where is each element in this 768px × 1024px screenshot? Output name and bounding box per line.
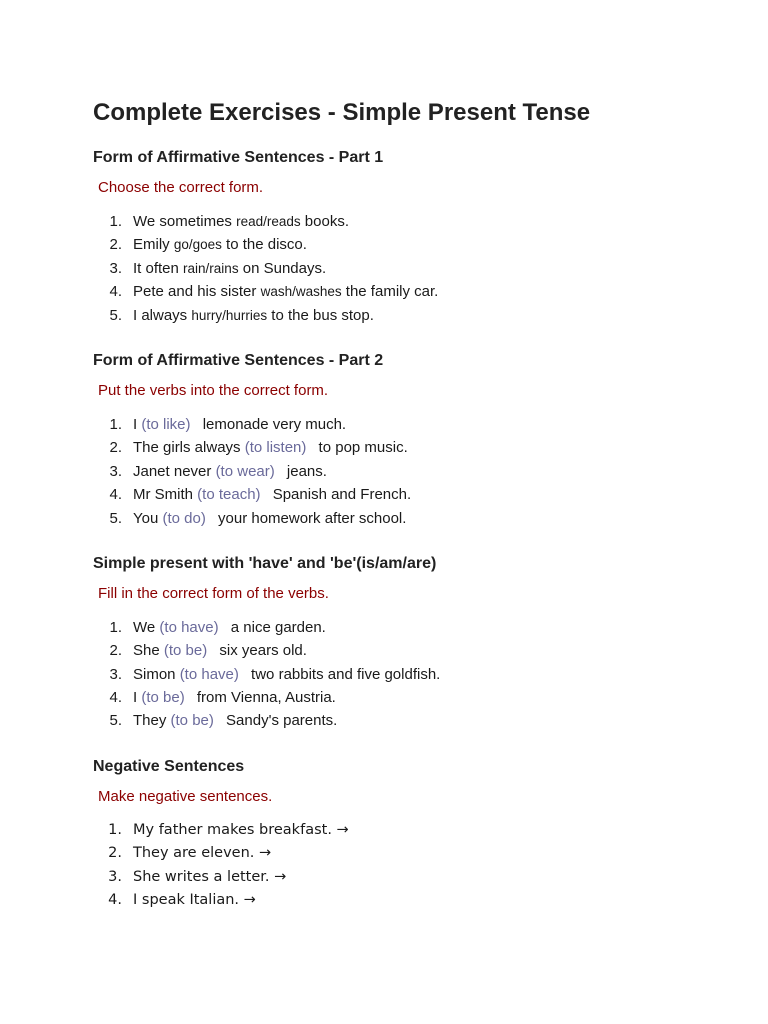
choice-options: read/reads — [236, 214, 301, 229]
text-after: on Sundays. — [238, 259, 327, 277]
text-after: jeans. — [282, 462, 327, 480]
list-item — [93, 889, 733, 912]
item-number: 2. — [108, 845, 122, 862]
text-after: to pop music. — [314, 439, 408, 457]
text-before: Janet never — [133, 462, 216, 480]
text-before: I — [133, 689, 142, 707]
section-heading: Form of Affirmative Sentences - Part 2 — [93, 351, 384, 369]
item-text — [133, 616, 326, 639]
verb-hint: (to wear) — [215, 462, 275, 480]
text-after: to the bus stop. — [267, 306, 374, 324]
list-item — [93, 866, 733, 889]
verb-hint: (to listen) — [244, 439, 307, 457]
choice-options: rain/rains — [183, 260, 239, 276]
item-text — [133, 257, 326, 280]
item-number: 3. — [109, 462, 122, 480]
item-number: 3. — [108, 868, 122, 885]
instruction-text: Make negative sentences. — [98, 787, 273, 805]
instruction-text: Put the verbs into the correct form. — [98, 381, 329, 399]
text-after: Spanish and French. — [268, 486, 412, 504]
item-text: My father makes breakfast. → — [133, 821, 349, 838]
text-before: The girls always — [133, 439, 245, 457]
item-number: 1. — [109, 415, 122, 433]
choice-options: wash/washes — [260, 284, 342, 300]
text-after: two rabbits and five goldfish. — [246, 665, 441, 683]
list-item — [93, 304, 733, 327]
item-number: 5. — [109, 712, 122, 730]
item-text — [133, 483, 411, 506]
item-text — [133, 280, 438, 303]
list-item — [93, 663, 733, 686]
item-number: 2. — [109, 236, 122, 254]
text-after: six years old. — [215, 642, 307, 660]
item-number: 1. — [108, 821, 122, 838]
text-before: It often — [133, 259, 184, 277]
text-before: Mr Smith — [133, 486, 198, 504]
verb-hint: (to have) — [179, 665, 239, 683]
text-after: your homework after school. — [213, 509, 407, 527]
exercise-list — [93, 413, 733, 530]
text-before: I — [133, 415, 142, 433]
item-text — [133, 507, 406, 530]
item-text: I speak Italian. → — [133, 892, 256, 909]
list-item — [93, 413, 733, 436]
list-item — [93, 819, 733, 842]
item-number: 3. — [109, 665, 122, 683]
list-item — [93, 210, 733, 233]
item-number: 4. — [108, 892, 122, 909]
item-text — [133, 210, 349, 233]
verb-hint: (to teach) — [197, 486, 261, 504]
document-page — [93, 96, 733, 912]
section-negative — [93, 757, 733, 913]
item-text: She writes a letter. → — [133, 868, 287, 885]
item-text — [133, 413, 346, 436]
exercise-list — [93, 819, 733, 913]
item-number: 1. — [109, 213, 122, 230]
item-text — [133, 663, 440, 686]
list-item — [93, 842, 733, 865]
section-affirmative-part2 — [93, 351, 733, 530]
text-before: She — [133, 642, 164, 660]
list-item — [93, 257, 733, 280]
section-affirmative-part1 — [93, 148, 733, 327]
item-text — [133, 686, 336, 709]
text-after: Sandy's parents. — [221, 712, 338, 730]
section-heading: Form of Affirmative Sentences - Part 1 — [93, 149, 384, 166]
verb-hint: (to like) — [141, 415, 191, 433]
item-text — [133, 436, 408, 459]
item-text — [133, 639, 307, 662]
verb-hint: (to be) — [141, 689, 185, 707]
list-item — [93, 436, 733, 459]
item-number: 4. — [109, 486, 122, 504]
text-after: from Vienna, Austria. — [192, 689, 336, 707]
item-text — [133, 304, 374, 327]
item-text — [133, 709, 337, 732]
text-before: We sometimes — [133, 213, 237, 230]
item-number: 3. — [109, 259, 122, 277]
page-title: Complete Exercises - Simple Present Tense — [93, 99, 591, 126]
text-after: a nice garden. — [226, 618, 326, 636]
item-text — [133, 460, 327, 483]
text-after: lemonade very much. — [198, 415, 347, 433]
item-number: 5. — [109, 509, 122, 527]
text-before: We — [133, 618, 160, 636]
list-item — [93, 686, 733, 709]
item-text — [133, 233, 307, 256]
item-number: 1. — [109, 618, 122, 636]
verb-hint: (to do) — [162, 509, 206, 527]
list-item — [93, 616, 733, 639]
text-before: I always — [133, 306, 192, 324]
list-item — [93, 280, 733, 303]
list-item — [93, 233, 733, 256]
list-item — [93, 709, 733, 732]
verb-hint: (to be) — [163, 642, 208, 660]
section-heading: Negative Sentences — [93, 757, 245, 775]
item-number: 2. — [109, 642, 122, 660]
exercise-list — [93, 210, 733, 327]
list-item — [93, 639, 733, 662]
text-before: Simon — [133, 665, 180, 683]
text-before: You — [133, 509, 163, 527]
verb-hint: (to be) — [170, 712, 214, 730]
list-item — [93, 507, 733, 530]
item-number: 2. — [109, 439, 122, 457]
verb-hint: (to have) — [159, 618, 219, 636]
list-item — [93, 483, 733, 506]
instruction-text: Fill in the correct form of the verbs. — [98, 584, 329, 602]
item-number: 4. — [109, 283, 122, 301]
text-after: the family car. — [341, 283, 439, 301]
exercise-list — [93, 616, 733, 733]
text-before: Pete and his sister — [133, 283, 261, 301]
item-number: 5. — [109, 306, 122, 324]
text-before: Emily — [133, 236, 174, 254]
text-before: They — [133, 712, 171, 730]
item-number: 4. — [109, 689, 122, 707]
item-text: They are eleven. → — [133, 845, 272, 862]
text-after: books. — [300, 213, 350, 230]
text-after: to the disco. — [221, 236, 307, 254]
section-have-be — [93, 554, 733, 733]
choice-options: hurry/hurries — [191, 307, 268, 323]
choice-options: go/goes — [173, 237, 222, 253]
instruction-text: Choose the correct form. — [98, 179, 264, 196]
section-heading: Simple present with 'have' and 'be'(is/am/are) — [93, 554, 437, 572]
list-item — [93, 460, 733, 483]
